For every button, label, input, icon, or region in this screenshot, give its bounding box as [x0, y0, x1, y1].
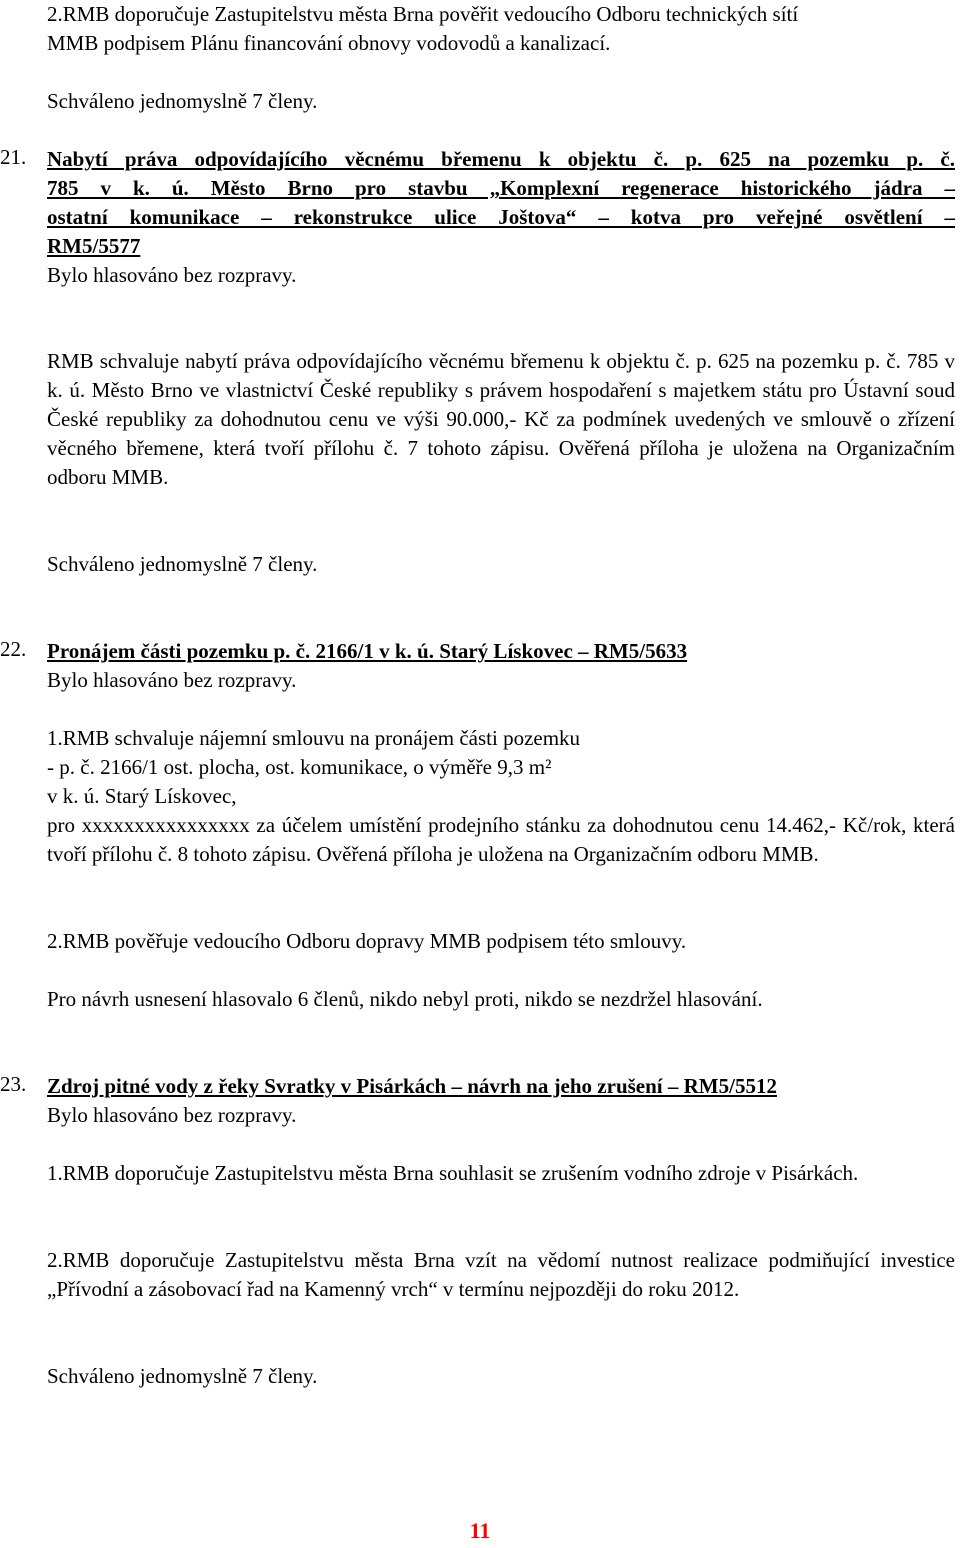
item23-heading: [0, 1072, 955, 1101]
res1-text: 1.RMB doporučuje Zastupitelstvu města Brna souhlasit se zrušením vodního zdroje v Pisárkách.: [47, 1161, 859, 1185]
res2-text: 2.RMB doporučuje Zastupitelstvu města Brna vzít na vědomí nutnost realizace podmiňující investice „Přívodní a zásobovací řad na Kamenný vrch“ v termínu nejpozději do roku 2012.: [47, 1248, 955, 1301]
item20-approved: [47, 87, 955, 116]
item23-title: Zdroj pitné vody z řeky Svratky v Pisárkách – návrh na jeho zrušení – RM5/5512: [47, 1074, 777, 1098]
no-debate-text: Bylo hlasováno bez rozpravy.: [47, 1103, 297, 1127]
item20-line2: MMB podpisem Plánu financování obnovy vodovodů a kanalizací.: [47, 31, 611, 55]
item21-title-line3: ostatní komunikace – rekonstrukce ulice Joštova“ – kotva pro veřejné osvětlení –: [47, 205, 955, 229]
item22-title: Pronájem části pozemku p. č. 2166/1 v k. ú. Starý Lískovec – RM5/5633: [47, 639, 688, 663]
item22-resolution-1: [47, 724, 955, 869]
item21-number: 21.: [0, 145, 27, 169]
no-debate-text: Bylo hlasováno bez rozpravy.: [47, 668, 297, 692]
item22-no-debate: [47, 666, 955, 695]
item23-resolution-2: [47, 1246, 955, 1304]
res2-text: 2.RMB pověřuje vedoucího Odboru dopravy MMB podpisem této smlouvy.: [47, 929, 687, 953]
item21-title-line4: RM5/5577: [47, 234, 141, 258]
item21-resolution: [47, 347, 955, 492]
item23-number: 23.: [0, 1072, 27, 1096]
item23-no-debate: [47, 1101, 955, 1130]
res1-rest: pro xxxxxxxxxxxxxxxx za účelem umístění prodejního stánku za dohodnutou cenu 14.462,- Kč/rok, která tvoří přílohu č. 8 tohoto zápisu. Ověřená příloha je uložena na Organizačním odboru MMB.: [47, 813, 955, 866]
res1-line3: v k. ú. Starý Lískovec,: [47, 784, 237, 808]
approved-text: Schváleno jednomyslně 7 členy.: [47, 1364, 318, 1388]
item21-title-line2: 785 v k. ú. Město Brno pro stavbu „Komplexní regenerace historického jádra –: [47, 176, 955, 200]
no-debate-text: Bylo hlasováno bez rozpravy.: [47, 263, 297, 287]
item23-approved: [47, 1362, 955, 1391]
item22-heading: [0, 637, 955, 666]
item21-title-line1: Nabytí práva odpovídajícího věcnému břemenu k objektu č. p. 625 na pozemku p. č.: [47, 147, 955, 171]
item20-resolution-2: [0, 0, 955, 58]
page-number: 11: [469, 1518, 491, 1543]
item23-resolution-1: [47, 1159, 955, 1188]
resolution-text: RMB schvaluje nabytí práva odpovídajícího věcnému břemenu k objektu č. p. 625 na pozemku p. č. 785 v k. ú. Město Brno ve vlastnictví České republiky s právem hospodaření s majetkem státu pro Ústavní soud České republiky za dohodnutou cenu ve výši 90.000,- Kč za podmínek uvedených ve smlouvě o zřízení věcného břemene, která tvoří přílohu č. 7 tohoto zápisu. Ověřená příloha je uložena na Organizačním odboru MMB.: [47, 349, 955, 489]
item20-line1: 2.RMB doporučuje Zastupitelstvu města Brna pověřit vedoucího Odboru technických sítí: [47, 2, 799, 26]
item21-heading: [0, 145, 955, 261]
approved-text: Schváleno jednomyslně 7 členy.: [47, 89, 318, 113]
res1-line2: - p. č. 2166/1 ost. plocha, ost. komunikace, o výměře 9,3 m²: [47, 755, 552, 779]
item22-resolution-2: [47, 927, 955, 956]
item22-vote: [47, 985, 955, 1014]
item21-approved: [47, 550, 955, 579]
vote-text: Pro návrh usnesení hlasovalo 6 členů, nikdo nebyl proti, nikdo se nezdržel hlasování.: [47, 987, 763, 1011]
item22-number: 22.: [0, 637, 27, 661]
approved-text: Schváleno jednomyslně 7 členy.: [47, 552, 318, 576]
res1-line1: 1.RMB schvaluje nájemní smlouvu na pronájem části pozemku: [47, 726, 581, 750]
item21-no-debate: [47, 261, 955, 290]
